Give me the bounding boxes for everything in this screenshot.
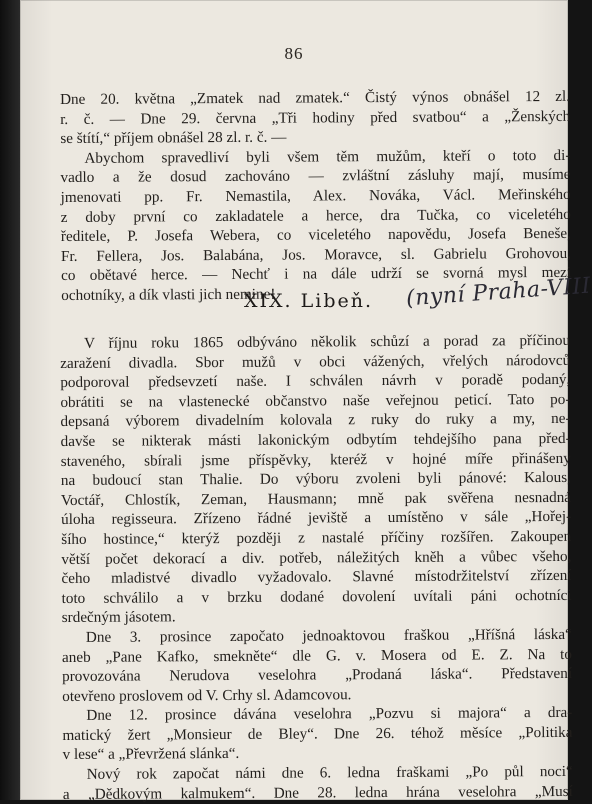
text-line: co obětavé herce. — Nechť i na dále udrží se svorná mysl mezi [61,264,572,285]
text-block-main [60,331,573,804]
text-line: otevřeno proslovem od V. Crhy sl. Adamcovou. [62,685,352,705]
text-line: v lese“ a „Převržená slánka“. [62,745,240,764]
text-block-top [60,87,571,306]
text-line: z doby první co zakladatele a herce, dra Tučka, co viceletého [60,205,571,226]
text-line: Abychom spravedliví byli všem těm mužům, kteří o toto di- [84,146,571,167]
text-line: Dne 3. prosince započato jednoaktovou fraškou „Hříšná láska“ [85,625,572,646]
text-line: aneb „Pane Kafko, smekněte“ dle G. v. Mosera od E. Z. Na to [61,645,573,666]
text-line: na budoucí stan Thalie. Do výboru zvoleni byli pánové: Kalous, [60,469,571,490]
text-line: provozována Nerudova veselohra „Prodaná láska“. Představení [62,664,573,686]
text-line: toto schválilo a v brzku dodané dovolení uvítali páni ochotníci [61,586,572,607]
text-line: Nový rok započat námi dne 6. ledna fraškami „Po půl noci“ [86,762,573,783]
text-line: podporoval předsevzetí naše. I schválen návrh v poradě podaný, [60,371,571,392]
text-line: vadlo a že dosud zachováno — zvláštní zásluhy mají, musíme [60,166,571,187]
section-heading: XIX. Libeň. [244,290,374,312]
page-number: 86 [284,44,304,63]
text-line: staveného, sbírali jsme příspěvky, kteréž v hojné míře přinášeny [60,449,571,470]
text-line: depsaná výborem divadelním kolovala z ruky do ruky a my, ne- [60,410,571,431]
scan-edge [0,0,20,800]
text-line: Voctář, Chlostík, Zeman, Hausmann; mně pak svěřena nesnadná [60,488,572,509]
text-line: úloha regisseura. Zřízeno řádné jeviště a umístěno v sále „Hořej- [61,508,572,529]
text-line: větší počet dekorací a div. potřeb, náležitých kněh a vůbec všeho, [61,547,572,568]
text-line: Dne 12. prosince dávána veselohra „Pozvu si majora“ a dra- [86,704,573,725]
handwritten-note: (nyní Praha-VIII [405,273,592,312]
text-line: r. č. — Dne 29. června „Tři hodiny před svatbou“ a „Ženských [60,107,571,128]
text-line: jmenovati pp. Fr. Nemastila, Alex. Nováka, Václ. Meřinského [60,185,571,206]
book-page [20,0,592,803]
text-line: ochotníky, a dík vlasti jich nemine! [61,285,276,304]
text-line: srdečným jásotem. [61,608,176,627]
text-line: obrátiti se na vlastenecké občanstvo naše veřejnou peticí. Tato po- [60,390,571,411]
text-line: zaražení divadla. Sbor mužů v obci vážených, vřelých národovců [60,351,571,372]
text-line: davše se nikterak másti lakonickým odbytím tehdejšího pana před- [60,429,571,450]
text-line: čeho mladistvé divadlo vyžadovalo. Slavné místodržitelství zřízení [61,567,572,588]
text-line: Fr. Fellera, Jos. Balabána, Jos. Moravce, sl. Gabrielu Grohovou, [60,244,572,265]
text-line: matický žert „Monsieur de Bley“. Dne 26. téhož měsíce „Politika [62,723,573,744]
text-line: a „Dědkovým kalmukem“. Dne 28. ledna hrána veselohra „Musí [62,782,573,803]
text-line: se štítí,“ příjem obnášel 28 zl. r. č. — [60,128,287,148]
text-line: šího hostince,“ kterýž později z nastalé příčiny rozšířen. Zakoupen [61,527,572,548]
text-line: Dne 20. května „Zmatek nad zmatek.“ Čistý výnos obnášel 12 zl. [60,87,571,108]
text-line: ředitele, P. Josefa Webera, co viceletého napovědu, Josefa Beneše, [60,225,571,246]
text-line: V říjnu roku 1865 odbýváno několik schůzí a porad za příčinou [84,331,571,352]
